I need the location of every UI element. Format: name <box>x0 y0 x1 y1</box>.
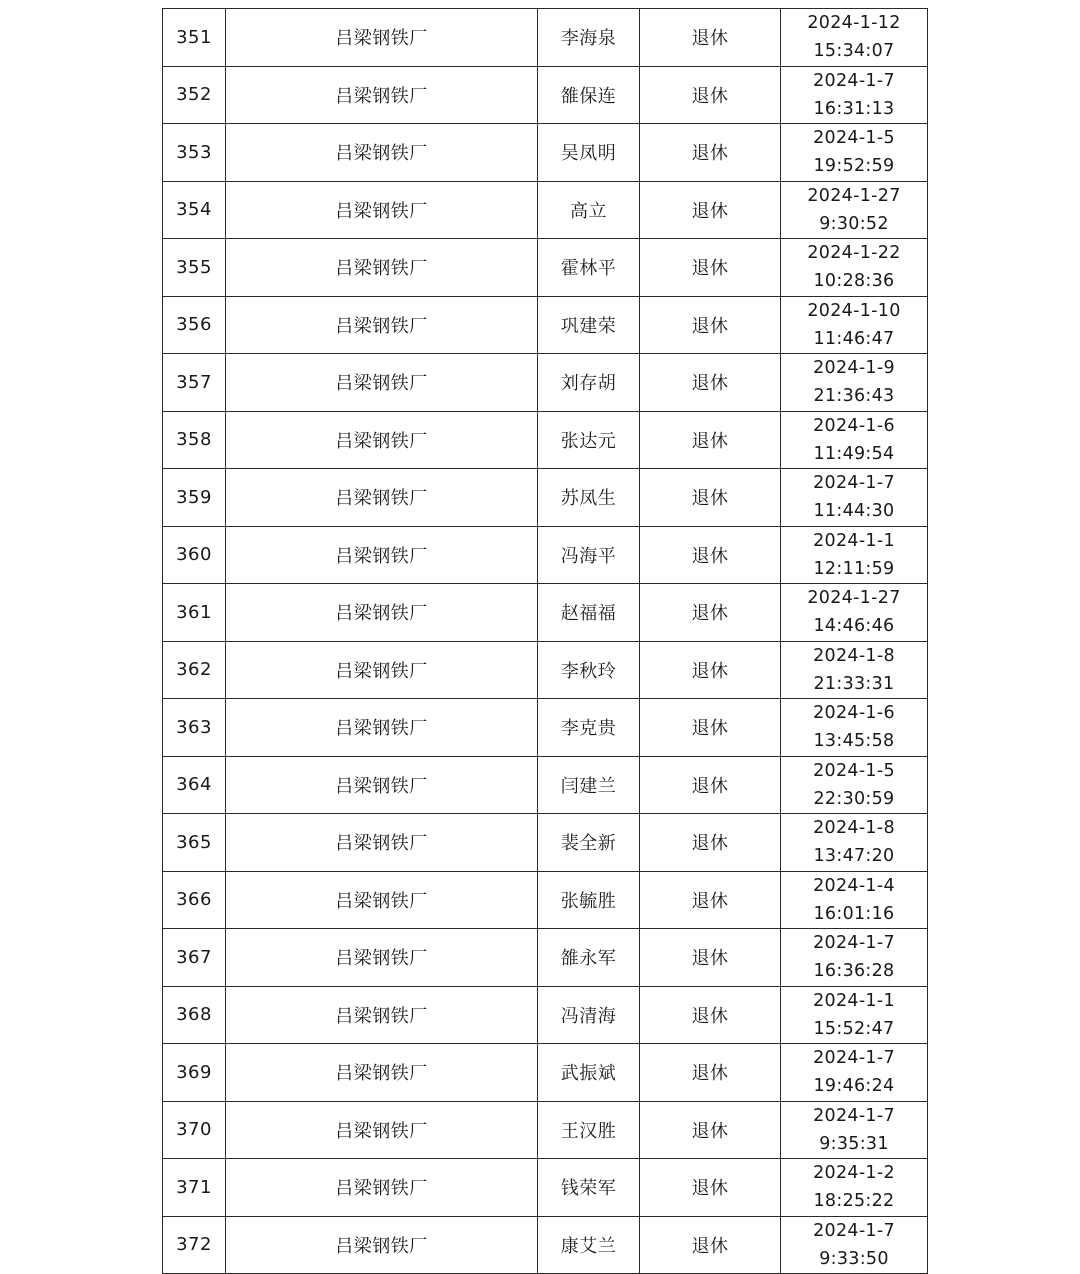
timestamp-date: 2024-1-27 <box>807 588 901 609</box>
cell-organization: 吕梁钢铁厂 <box>226 1101 538 1159</box>
table-row <box>163 411 928 469</box>
table-row <box>163 1216 928 1274</box>
timestamp-date: 2024-1-2 <box>813 1163 895 1184</box>
cell-timestamp <box>781 1159 928 1217</box>
cell-organization: 吕梁钢铁厂 <box>226 929 538 987</box>
cell-status: 退休 <box>640 641 781 699</box>
timestamp-time: 9:35:31 <box>819 1133 889 1154</box>
cell-organization: 吕梁钢铁厂 <box>226 1159 538 1217</box>
cell-person-name: 李克贵 <box>538 699 640 757</box>
cell-number: 365 <box>163 814 226 872</box>
cell-status: 退休 <box>640 9 781 67</box>
timestamp-date: 2024-1-4 <box>813 875 895 896</box>
document-page <box>162 8 928 1274</box>
cell-organization: 吕梁钢铁厂 <box>226 526 538 584</box>
cell-person-name: 赵福福 <box>538 584 640 642</box>
cell-number: 364 <box>163 756 226 814</box>
timestamp-date: 2024-1-5 <box>813 760 895 781</box>
cell-timestamp <box>781 699 928 757</box>
timestamp-time: 10:28:36 <box>813 271 895 292</box>
cell-number: 362 <box>163 641 226 699</box>
timestamp-time: 22:30:59 <box>813 788 895 809</box>
cell-timestamp <box>781 469 928 527</box>
timestamp-date: 2024-1-12 <box>807 13 901 34</box>
cell-status: 退休 <box>640 699 781 757</box>
timestamp-time: 15:52:47 <box>813 1018 895 1039</box>
cell-organization: 吕梁钢铁厂 <box>226 756 538 814</box>
cell-number: 356 <box>163 296 226 354</box>
table-row <box>163 756 928 814</box>
timestamp-date: 2024-1-7 <box>813 70 895 91</box>
cell-number: 368 <box>163 986 226 1044</box>
table-row <box>163 1159 928 1217</box>
cell-number: 352 <box>163 66 226 124</box>
cell-timestamp <box>781 124 928 182</box>
table-row <box>163 181 928 239</box>
timestamp-time: 11:44:30 <box>813 501 895 522</box>
cell-status: 退休 <box>640 354 781 412</box>
table-row <box>163 66 928 124</box>
retiree-table <box>162 8 928 1274</box>
cell-number: 370 <box>163 1101 226 1159</box>
cell-timestamp <box>781 1044 928 1102</box>
timestamp-date: 2024-1-7 <box>813 933 895 954</box>
cell-timestamp <box>781 526 928 584</box>
timestamp-time: 16:01:16 <box>813 903 895 924</box>
cell-person-name: 康艾兰 <box>538 1216 640 1274</box>
timestamp-time: 21:33:31 <box>813 673 895 694</box>
timestamp-date: 2024-1-7 <box>813 1105 895 1126</box>
cell-organization: 吕梁钢铁厂 <box>226 1044 538 1102</box>
cell-number: 366 <box>163 871 226 929</box>
cell-status: 退休 <box>640 814 781 872</box>
table-row <box>163 584 928 642</box>
cell-status: 退休 <box>640 124 781 182</box>
cell-number: 359 <box>163 469 226 527</box>
cell-status: 退休 <box>640 469 781 527</box>
cell-status: 退休 <box>640 1101 781 1159</box>
cell-organization: 吕梁钢铁厂 <box>226 641 538 699</box>
cell-person-name: 冯清海 <box>538 986 640 1044</box>
cell-number: 371 <box>163 1159 226 1217</box>
cell-timestamp <box>781 66 928 124</box>
cell-status: 退休 <box>640 986 781 1044</box>
cell-number: 353 <box>163 124 226 182</box>
cell-timestamp <box>781 1216 928 1274</box>
timestamp-date: 2024-1-22 <box>807 243 901 264</box>
timestamp-time: 18:25:22 <box>813 1191 895 1212</box>
cell-number: 363 <box>163 699 226 757</box>
cell-person-name: 刘存胡 <box>538 354 640 412</box>
cell-timestamp <box>781 354 928 412</box>
cell-person-name: 武振斌 <box>538 1044 640 1102</box>
cell-organization: 吕梁钢铁厂 <box>226 9 538 67</box>
cell-number: 360 <box>163 526 226 584</box>
cell-organization: 吕梁钢铁厂 <box>226 181 538 239</box>
table-row <box>163 296 928 354</box>
timestamp-date: 2024-1-27 <box>807 185 901 206</box>
cell-organization: 吕梁钢铁厂 <box>226 871 538 929</box>
cell-status: 退休 <box>640 239 781 297</box>
cell-number: 361 <box>163 584 226 642</box>
cell-organization: 吕梁钢铁厂 <box>226 296 538 354</box>
timestamp-time: 13:47:20 <box>813 846 895 867</box>
cell-status: 退休 <box>640 181 781 239</box>
table-row <box>163 469 928 527</box>
cell-person-name: 王汉胜 <box>538 1101 640 1159</box>
cell-person-name: 闫建兰 <box>538 756 640 814</box>
table-row <box>163 814 928 872</box>
cell-timestamp <box>781 584 928 642</box>
cell-timestamp <box>781 9 928 67</box>
cell-timestamp <box>781 929 928 987</box>
timestamp-time: 12:11:59 <box>813 558 895 579</box>
cell-number: 372 <box>163 1216 226 1274</box>
timestamp-time: 21:36:43 <box>813 386 895 407</box>
cell-status: 退休 <box>640 296 781 354</box>
timestamp-time: 9:30:52 <box>819 213 889 234</box>
cell-timestamp <box>781 181 928 239</box>
cell-timestamp <box>781 756 928 814</box>
table-row <box>163 641 928 699</box>
cell-person-name: 雒保连 <box>538 66 640 124</box>
table-row <box>163 929 928 987</box>
table-row <box>163 699 928 757</box>
timestamp-date: 2024-1-1 <box>813 990 895 1011</box>
timestamp-date: 2024-1-7 <box>813 1048 895 1069</box>
timestamp-time: 14:46:46 <box>813 616 895 637</box>
timestamp-time: 13:45:58 <box>813 731 895 752</box>
timestamp-date: 2024-1-10 <box>807 300 901 321</box>
cell-organization: 吕梁钢铁厂 <box>226 354 538 412</box>
timestamp-date: 2024-1-1 <box>813 530 895 551</box>
timestamp-date: 2024-1-5 <box>813 128 895 149</box>
cell-person-name: 裴全新 <box>538 814 640 872</box>
cell-organization: 吕梁钢铁厂 <box>226 469 538 527</box>
cell-status: 退休 <box>640 929 781 987</box>
cell-status: 退休 <box>640 756 781 814</box>
cell-organization: 吕梁钢铁厂 <box>226 239 538 297</box>
cell-timestamp <box>781 296 928 354</box>
table-body <box>163 9 928 1274</box>
timestamp-date: 2024-1-6 <box>813 415 895 436</box>
cell-status: 退休 <box>640 1216 781 1274</box>
timestamp-date: 2024-1-6 <box>813 703 895 724</box>
cell-status: 退休 <box>640 411 781 469</box>
cell-status: 退休 <box>640 526 781 584</box>
cell-number: 354 <box>163 181 226 239</box>
table-row <box>163 239 928 297</box>
table-row <box>163 986 928 1044</box>
timestamp-date: 2024-1-7 <box>813 1220 895 1241</box>
cell-person-name: 吴凤明 <box>538 124 640 182</box>
cell-status: 退休 <box>640 871 781 929</box>
table-row <box>163 9 928 67</box>
cell-person-name: 李秋玲 <box>538 641 640 699</box>
cell-timestamp <box>781 641 928 699</box>
cell-organization: 吕梁钢铁厂 <box>226 66 538 124</box>
cell-organization: 吕梁钢铁厂 <box>226 1216 538 1274</box>
cell-organization: 吕梁钢铁厂 <box>226 124 538 182</box>
cell-organization: 吕梁钢铁厂 <box>226 814 538 872</box>
cell-status: 退休 <box>640 1159 781 1217</box>
timestamp-date: 2024-1-8 <box>813 818 895 839</box>
timestamp-time: 16:36:28 <box>813 961 895 982</box>
table-row <box>163 1044 928 1102</box>
cell-person-name: 李海泉 <box>538 9 640 67</box>
table-row <box>163 124 928 182</box>
table-row <box>163 871 928 929</box>
cell-organization: 吕梁钢铁厂 <box>226 411 538 469</box>
cell-person-name: 雒永军 <box>538 929 640 987</box>
cell-person-name: 巩建荣 <box>538 296 640 354</box>
timestamp-time: 9:33:50 <box>819 1248 889 1269</box>
cell-timestamp <box>781 1101 928 1159</box>
cell-number: 357 <box>163 354 226 412</box>
table-row <box>163 1101 928 1159</box>
cell-number: 358 <box>163 411 226 469</box>
timestamp-time: 15:34:07 <box>813 41 895 62</box>
timestamp-time: 11:46:47 <box>813 328 895 349</box>
cell-timestamp <box>781 871 928 929</box>
cell-timestamp <box>781 239 928 297</box>
cell-person-name: 张毓胜 <box>538 871 640 929</box>
timestamp-date: 2024-1-7 <box>813 473 895 494</box>
cell-person-name: 钱荣军 <box>538 1159 640 1217</box>
cell-timestamp <box>781 411 928 469</box>
cell-person-name: 张达元 <box>538 411 640 469</box>
cell-number: 367 <box>163 929 226 987</box>
cell-status: 退休 <box>640 1044 781 1102</box>
cell-status: 退休 <box>640 584 781 642</box>
cell-organization: 吕梁钢铁厂 <box>226 699 538 757</box>
table-row <box>163 526 928 584</box>
cell-organization: 吕梁钢铁厂 <box>226 584 538 642</box>
cell-timestamp <box>781 814 928 872</box>
timestamp-time: 11:49:54 <box>813 443 895 464</box>
cell-person-name: 冯海平 <box>538 526 640 584</box>
cell-organization: 吕梁钢铁厂 <box>226 986 538 1044</box>
cell-person-name: 高立 <box>538 181 640 239</box>
cell-number: 355 <box>163 239 226 297</box>
timestamp-time: 19:52:59 <box>813 156 895 177</box>
cell-person-name: 苏凤生 <box>538 469 640 527</box>
cell-timestamp <box>781 986 928 1044</box>
table-row <box>163 354 928 412</box>
cell-status: 退休 <box>640 66 781 124</box>
cell-number: 369 <box>163 1044 226 1102</box>
timestamp-time: 16:31:13 <box>813 98 895 119</box>
timestamp-date: 2024-1-9 <box>813 358 895 379</box>
cell-person-name: 霍林平 <box>538 239 640 297</box>
timestamp-time: 19:46:24 <box>813 1076 895 1097</box>
timestamp-date: 2024-1-8 <box>813 645 895 666</box>
cell-number: 351 <box>163 9 226 67</box>
